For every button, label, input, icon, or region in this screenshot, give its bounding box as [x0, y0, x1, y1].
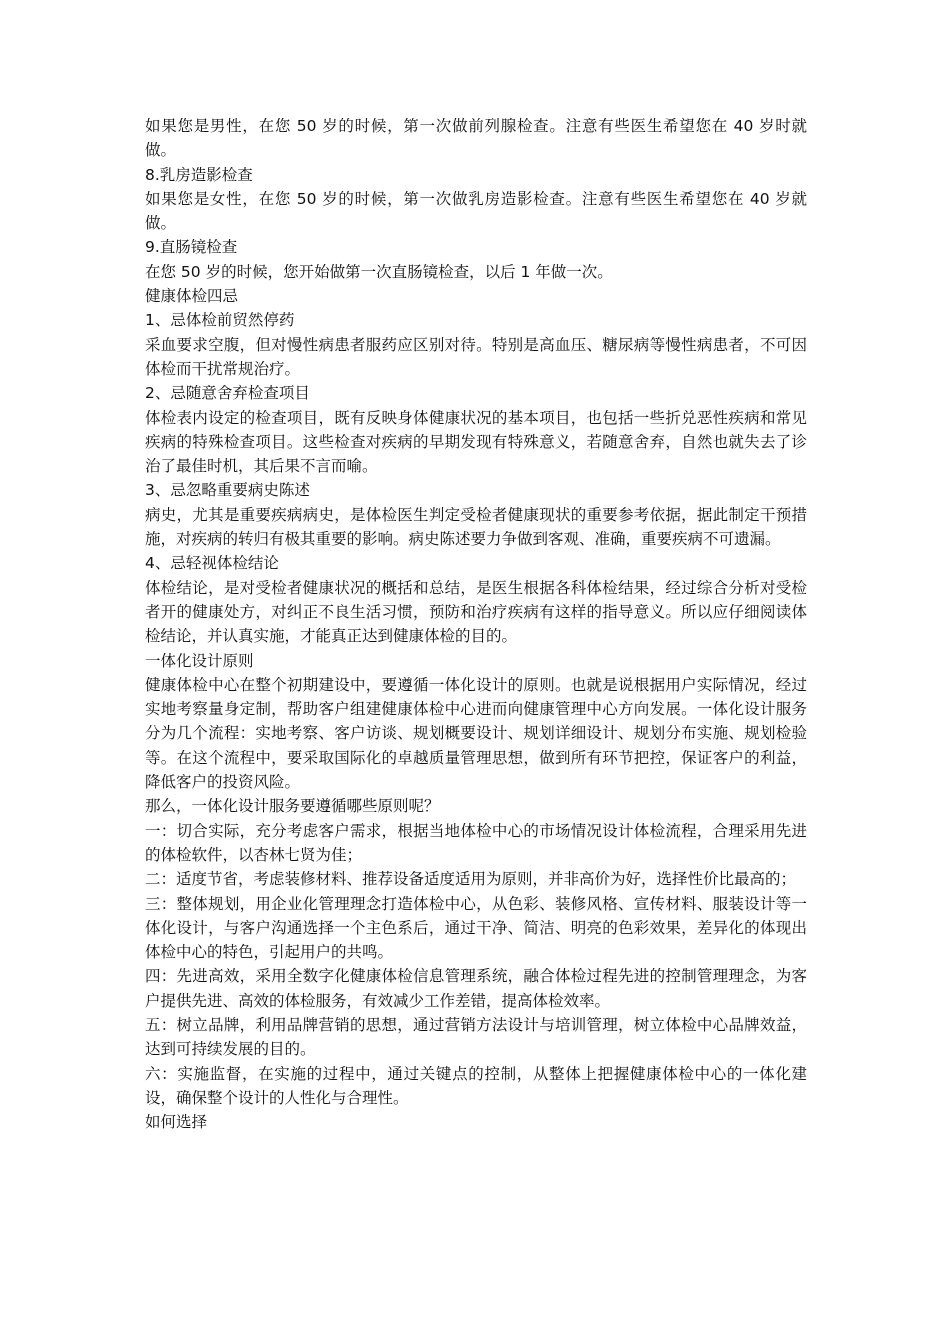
paragraph: 病史，尤其是重要疾病病史，是体检医生判定受检者健康现状的重要参考依据，据此制定干预措施，对疾病的转归有极其重要的影响。病史陈述要力争做到客观、准确，重要疾病不可遗漏。	[145, 505, 807, 549]
principle-item: 二：适度节省，考虑装修材料、推荐设备适度适用为原则，并非高价为好，选择性价比最高的；	[145, 870, 797, 889]
section-heading: 健康体检四忌	[145, 287, 239, 306]
paragraph: 如果您是女性，在您 50 岁的时候，第一次做乳房造影检查。注意有些医生希望您在 40 岁就做。	[145, 189, 807, 233]
section-heading: 2、忌随意舍弃检查项目	[145, 384, 310, 403]
principle-item: 五：树立品牌，利用品牌营销的思想，通过营销方法设计与培训管理，树立体检中心品牌效益，达到可持续发展的目的。	[145, 1015, 807, 1059]
principle-item: 一：切合实际，充分考虑客户需求，根据当地体检中心的市场情况设计体检流程，合理采用先进的体检软件，以杏林七贤为佳；	[145, 821, 807, 864]
principle-item: 六：实施监督，在实施的过程中，通过关键点的控制，从整体上把握健康体检中心的一体化建设，确保整个设计的人性化与合理性。	[145, 1064, 807, 1107]
paragraph: 那么，一体化设计服务要遵循哪些原则呢？	[145, 797, 440, 816]
section-heading: 3、忌忽略重要病史陈述	[145, 481, 310, 500]
paragraph: 体检表内设定的检查项目，既有反映身体健康状况的基本项目，也包括一些折兑恶性疾病和常见疾病的特殊检查项目。这些检查对疾病的早期发现有特殊意义，若随意舍弃，自然也就失去了诊治了最佳时机，其后果不言而喻。	[145, 408, 807, 476]
principle-item: 三：整体规划，用企业化管理理念打造体检中心，从色彩、装修风格、宣传材料、服装设计等一体化设计，与客户沟通选择一个主色系后，通过干净、简洁、明亮的色彩效果，差异化的体现出体检中心的特色，引起用户的共鸣。	[145, 894, 807, 962]
section-heading: 4、忌轻视体检结论	[145, 554, 279, 573]
section-heading: 1、忌体检前贸然停药	[145, 311, 295, 330]
section-heading: 一体化设计原则	[145, 651, 254, 670]
paragraph: 在您 50 岁的时候，您开始做第一次直肠镜检查，以后 1 年做一次。	[145, 262, 613, 281]
section-heading: 如何选择	[145, 1113, 208, 1132]
paragraph: 健康体检中心在整个初期建设中，要遵循一体化设计的原则。也就是说根据用户实际情况，经过实地考察量身定制，帮助客户组建健康体检中心进而向健康管理中心方向发展。一体化设计服务分为几个流程：实地考察、客户访谈、规划概要设计、规划详细设计、规划分布实施、规划检验等。在这个流程中，要采取国际化的卓越质量管理思想，做到所有环节把控，保证客户的利益，降低客户的投资风险。	[145, 675, 807, 792]
principle-item: 四：先进高效，采用全数字化健康体检信息管理系统，融合体检过程先进的控制管理理念，为客户提供先进、高效的体检服务，有效减少工作差错，提高体检效率。	[145, 967, 807, 1010]
paragraph: 采血要求空腹，但对慢性病患者服药应区别对待。特别是高血压、糖尿病等慢性病患者，不可因体检而干扰常规治疗。	[145, 335, 807, 378]
section-heading: 8.乳房造影检查	[145, 165, 253, 184]
section-heading: 9.直肠镜检查	[145, 238, 238, 257]
document-page	[145, 114, 807, 1134]
paragraph: 如果您是男性，在您 50 岁的时候，第一次做前列腺检查。注意有些医生希望您在 40 岁时就做。	[145, 117, 807, 160]
paragraph: 体检结论，是对受检者健康状况的概括和总结，是医生根据各科体检结果，经过综合分析对受检者开的健康处方，对纠正不良生活习惯，预防和治疗疾病有这样的指导意义。所以应仔细阅读体检结论，并认真实施，才能真正达到健康体检的目的。	[145, 578, 807, 646]
